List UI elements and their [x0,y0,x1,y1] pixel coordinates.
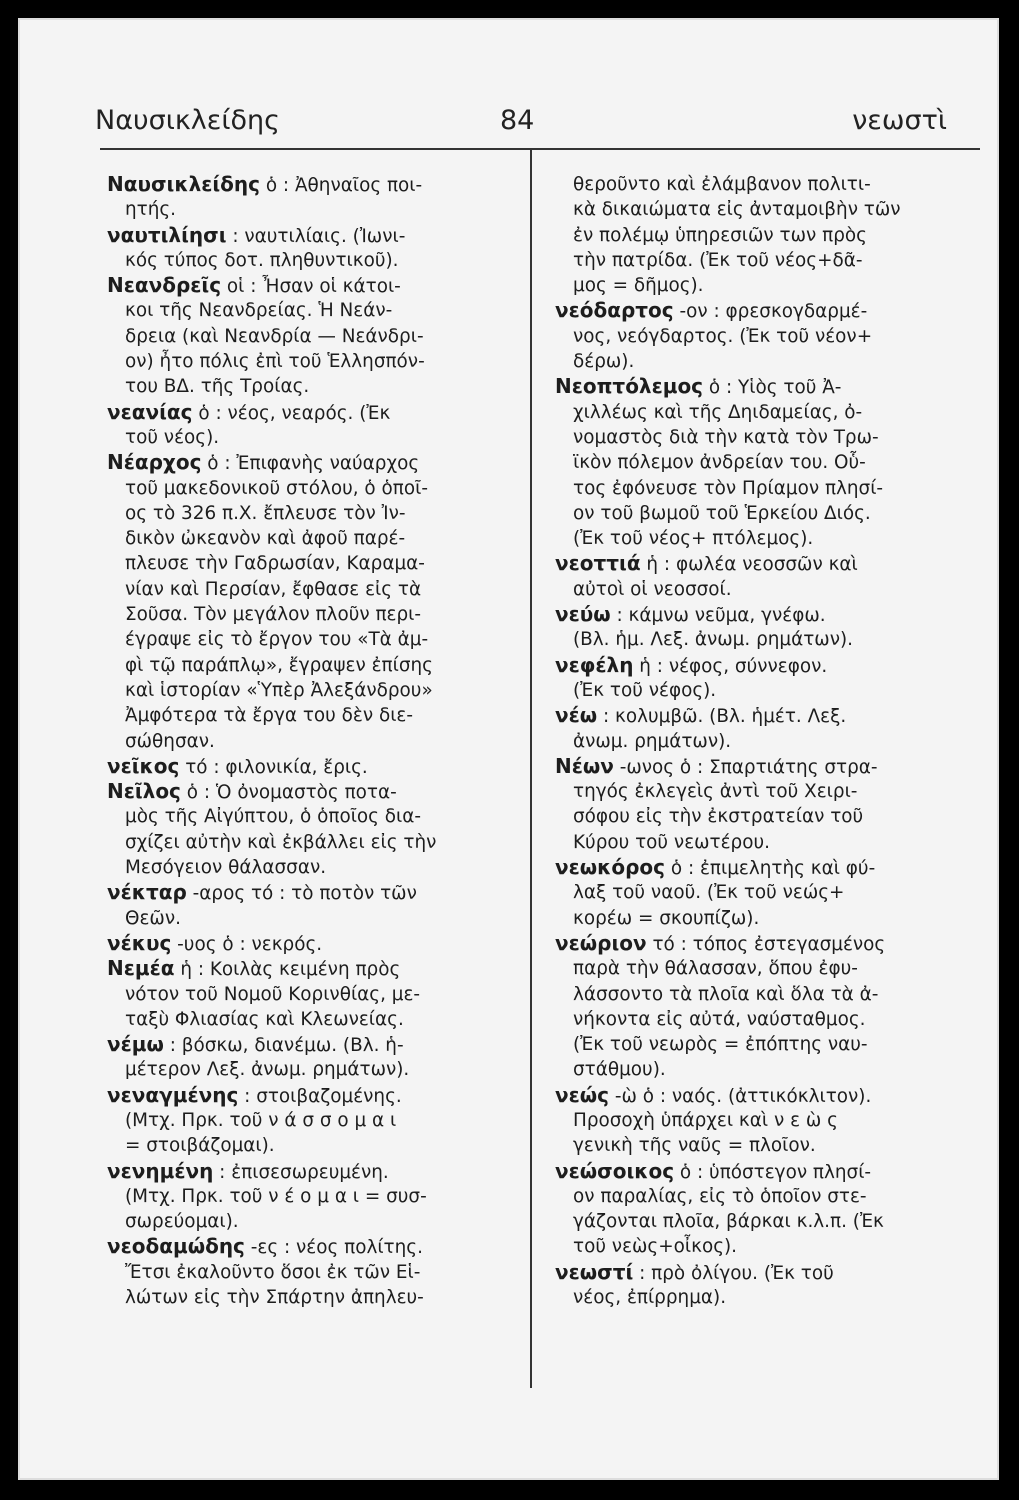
definition-text: χιλλέως καὶ τῆς Δηιδαμείας, ὀ- [573,401,863,423]
entry-line [107,855,525,880]
definition-text: (Ἐκ τοῦ νεωρὸς = ἐπόπτης ναυ- [573,1034,868,1056]
entry-line [555,223,973,248]
entry-line [555,1032,973,1057]
entry-line [107,754,525,779]
entry-line [555,931,973,956]
entry-line [555,653,973,678]
entry-line [107,172,525,197]
entry-line [107,1234,525,1259]
entry-line [107,450,525,475]
entry-line [555,855,973,880]
definition-text: τηγός ἐκλεγεὶς ἀντὶ τοῦ Χειρι- [573,781,858,803]
entry-line [107,678,525,703]
definition-text: ον τοῦ βωμοῦ τοῦ Ἑρκείου Διός. [573,502,871,524]
definition-text: κὰ δικαιώματα εἰς ἀνταμοιβὴν τῶν [573,199,901,221]
definition-text: -αρος τό : τὸ ποτὸν τῶν [186,883,417,905]
entry-line [555,1184,973,1209]
entry-line [555,1133,973,1158]
definition-text: Προσοχὴ ὑπάρχει καὶ ν ε ὼ ς [573,1109,838,1131]
definition-text: Ἀμφότερα τὰ ἔργα του δὲν διε- [125,705,414,727]
definition-text: δικὸν ὠκεανὸν καὶ ἀφοῦ παρέ- [125,528,406,550]
definition-text: νέος, ἐπίρρημα). [573,1287,727,1309]
entry-line [555,729,973,754]
definition-text: ἡ : νέφος, σύννεφον. [633,655,828,677]
left-column [107,172,525,1310]
headword: Νεανδρεῖς [107,273,222,298]
definition-text: Ἔτσι ἐκαλοῦντο ὅσοι ἐκ τῶν Εἱ- [125,1261,421,1283]
headword: νεωστί [555,1259,634,1284]
entry-line [555,754,973,779]
definition-text: στάθμου). [573,1059,666,1081]
column-divider [530,148,532,1388]
definition-text: (Βλ. ἡμ. Λεξ. ἀνωμ. ρημάτων). [573,629,853,651]
definition-text: θεροῦντο καὶ ἐλάμβανον πολιτι- [573,174,871,195]
definition-text: έγραψε εἰς τὸ ἔργον του «Τὰ ἀμ- [125,629,429,651]
definition-text: μέτερον Λεξ. ἀνωμ. ρημάτων). [125,1059,410,1081]
headword: νεοδαμώδης [107,1234,245,1259]
definition-text: οἱ : Ἦσαν οἱ κάτοι- [221,276,401,298]
definition-text: -υος ὁ : νεκρός. [171,933,323,955]
header-rule [100,148,980,150]
definition-text: ος τὸ 326 π.Χ. ἔπλευσε τὸν Ἰν- [125,502,406,524]
definition-text: νος, νεόγδαρτος. (Ἐκ τοῦ νέον+ [573,325,873,347]
definition-text: -ες : νέος πολίτης. [244,1237,423,1259]
definition-text: λώτων εἰς τὴν Σπάρτην ἀπηλευ- [125,1287,424,1309]
definition-text: τό : φιλονικία, ἔρις. [179,756,368,778]
entry-line [107,602,525,627]
entry-line [107,703,525,728]
entry-line [555,501,973,526]
entry-line [107,1133,525,1158]
headword: Νεοπτόλεμος [555,374,704,399]
definition-text: (Μτχ. Πρκ. τοῦ ν έ ο μ α ι = συσ- [125,1185,427,1207]
entry-line [107,273,525,298]
entry-line [555,1159,973,1184]
entry-line [107,1032,525,1057]
entry-line [555,374,973,399]
definition-text: λάσσοντο τὰ πλοῖα καὶ ὅλα τὰ ἀ- [573,983,879,1005]
entry-line [555,1234,973,1259]
entry-line [555,703,973,728]
entry-line [107,982,525,1007]
definition-text: γενικὴ τῆς ναῦς = πλοῖον. [573,1135,816,1157]
headword: νεανίας [107,399,193,424]
headword: Νέαρχος [107,450,202,475]
definition-text: (Ἐκ τοῦ νέος+ πτόλεμος). [573,528,814,550]
entry-line [107,1209,525,1234]
entry-line [555,349,973,374]
entry-line [107,1159,525,1184]
definition-text: κορέω = σκουπίζω). [573,907,760,929]
headword: νεώσοικος [555,1158,675,1183]
definition-text: αὐτοὶ οἱ νεοσσοί. [573,578,732,600]
entry-line [555,1209,973,1234]
headword: νέω [555,703,598,728]
definition-text: σχίζει αὐτὴν καὶ ἐκβάλλει εἰς τὴν [125,831,437,853]
definition-text: : ναυτιλίαις. (Ἰωνι- [226,225,406,247]
entry-line [107,956,525,981]
definition-text: ὁ : Υἱὸς τοῦ Ἀ- [703,377,842,399]
definition-text: ὁ : Ἐπιφανὴς ναύαρχος [201,453,420,475]
definition-text: φὶ τῷ παράπλῳ», ἔγραψεν ἐπίσης [125,654,433,676]
definition-text: τοῦ νέος). [125,426,220,448]
definition-text: ϊκὸν πόλεμον ἀνδρείαν του. Οὗ- [573,452,866,474]
definition-text: σόφου εἰς τὴν ἐκστρατείαν τοῦ [573,806,864,828]
definition-text: ητής. [125,199,177,221]
headword: νεώς [555,1082,609,1107]
entry-line [555,1285,973,1310]
running-head-right: νεωστὶ [852,105,947,136]
definition-text: ὁ : ὑπόστεγον πλησί- [674,1161,872,1183]
entry-line [555,906,973,931]
headword: νεύω [555,602,611,627]
entry-line [107,248,525,273]
entry-line [555,526,973,551]
headword: νεώριον [555,930,647,955]
entry-line [555,804,973,829]
headword: Ναυσικλείδης [107,172,260,196]
headword: νέμω [107,1032,164,1057]
definition-text: : στοιβαζομένης. [238,1085,402,1107]
entry-line [107,729,525,754]
definition-text: ἐν πολέμῳ ὑπηρεσιῶν των πρὸς [573,224,867,246]
definition-text: ἀνωμ. ρημάτων). [573,730,732,752]
definition-text: νότον τοῦ Νομοῦ Κορινθίας, με- [125,983,421,1005]
definition-text: ἡ : Κοιλὰς κειμένη πρὸς [174,959,401,981]
dictionary-page [18,18,999,1480]
definition-text: δρεια (καὶ Νεανδρία — Νεάνδρι- [125,325,424,347]
entry-line [555,577,973,602]
definition-text: νήκοντα εἰς αὐτά, ναύσταθμος. [573,1008,866,1030]
definition-text: σώθησαν. [125,730,215,752]
definition-text: γάζονται πλοῖα, βάρκαι κ.λ.π. (Ἐκ [573,1211,884,1233]
definition-text: δέρω). [573,351,635,373]
entry-line [555,172,973,197]
definition-text: ον) ἦτο πόλις ἐπὶ τοῦ Ἑλλησπόν- [125,351,425,373]
definition-text: παρὰ τὴν θάλασσαν, ὅπου ἐφυ- [573,958,858,980]
entry-line [555,880,973,905]
headword: νεφέλη [555,652,634,677]
definition-text: καὶ ἱστορίαν «Ὑπὲρ Ἀλεξάνδρου» [125,679,433,701]
definition-text: -ωνος ὁ : Σπαρτιάτης στρα- [613,756,878,778]
entry-line [555,956,973,981]
definition-text: μος = δῆμος). [573,275,704,297]
headword: νεοττιά [555,551,641,576]
definition-text: ὁ : Ἀθηναῖος ποι- [259,175,423,196]
entry-line [107,1285,525,1310]
entry-line [555,678,973,703]
entry-line [107,830,525,855]
entry-line [107,653,525,678]
entry-line [555,273,973,298]
definition-text: = στοιβάζομαι). [125,1135,275,1157]
entry-line [107,349,525,374]
headword: νέκταρ [107,880,187,905]
entry-line [555,830,973,855]
definition-text: λαξ τοῦ ναοῦ. (Ἐκ τοῦ νεώς+ [573,882,845,904]
definition-text: ον παραλίας, εἰς τὸ ὁποῖον στε- [573,1185,867,1207]
definition-text: κοι τῆς Νεανδρείας. Ἡ Νεάν- [125,300,393,322]
entry-line [555,982,973,1007]
definition-text: Μεσόγειον θάλασσαν. [125,857,327,879]
definition-text: νίαν καὶ Περσίαν, ἔφθασε εἰς τὰ [125,578,422,600]
entry-line [107,1057,525,1082]
entry-line [107,551,525,576]
entry-line [107,197,525,222]
definition-text: Θεῶν. [125,907,181,929]
definition-text: ὁ : Ὁ ὀνομαστὸς ποτα- [180,782,397,804]
entry-line [555,1007,973,1032]
definition-text: του ΒΔ. τῆς Τροίας. [125,376,310,398]
headword: νενημένη [107,1158,214,1183]
definition-text: κός τύπος δοτ. πληθυντικοῦ). [125,249,399,271]
entry-line [555,551,973,576]
headword: νέκυς [107,930,172,955]
entry-line [107,1007,525,1032]
entry-line [107,425,525,450]
definition-text: (Ἐκ τοῦ νέφος). [573,679,717,701]
definition-text: : κάμνω νεῦμα, γνέφω. [610,605,826,627]
entry-line [555,1083,973,1108]
entry-line [555,1108,973,1133]
definition-text: ὁ : ἐπιμελητὴς καὶ φύ- [665,858,876,880]
page-number: 84 [500,105,535,136]
entry-line [555,425,973,450]
entry-line [107,526,525,551]
definition-text: τὴν πατρίδα. (Ἐκ τοῦ νέος+δᾶ- [573,249,863,271]
definition-text: ταξὺ Φλιασίας καὶ Κλεωνείας. [125,1008,404,1030]
entry-line [107,400,525,425]
definition-text: νομαστὸς διὰ τὴν κατὰ τὸν Τρω- [573,426,879,448]
definition-text: ὁ : νέος, νεαρός. (Ἐκ [192,402,391,424]
entry-line [555,248,973,273]
definition-text: -ον : φρεσκογδαρμέ- [673,301,868,323]
definition-text: πλευσε τὴν Γαδρωσίαν, Καραμα- [125,553,425,575]
definition-text: τοῦ μακεδονικοῦ στόλου, ὁ ὁποῖ- [125,477,428,499]
entry-line [555,627,973,652]
entry-line [555,1260,973,1285]
definition-text: σωρεύομαι). [125,1211,239,1233]
definition-text: τοῦ νεὼς+οἶκος). [573,1236,738,1258]
definition-text: Κύρου τοῦ νεωτέρου. [573,831,770,853]
definition-text: ἡ : φωλέα νεοσσῶν καὶ [640,554,858,576]
definition-text: (Μτχ. Πρκ. τοῦ ν ά σ σ ο μ α ι [125,1109,397,1131]
running-head-left: Ναυσικλείδης [95,105,280,136]
headword: νεῖκος [107,753,180,778]
entry-line [107,1083,525,1108]
entry-line [107,374,525,399]
headword: Νεῖλος [107,779,181,804]
entry-line [555,779,973,804]
entry-line [107,577,525,602]
right-column [555,172,973,1310]
entry-line [107,880,525,905]
entry-line [107,324,525,349]
entry-line [555,1057,973,1082]
entry-line [107,476,525,501]
definition-text: : ἐπισεσωρευμένη. [213,1161,389,1183]
entry-line [107,298,525,323]
entry-line [107,1260,525,1285]
entry-line [555,324,973,349]
definition-text: : βόσκω, διανέμω. (Βλ. ἡ- [163,1035,404,1057]
entry-line [555,476,973,501]
headword: νεναγμένης [107,1082,239,1107]
entry-line [107,223,525,248]
headword: ναυτιλίησι [107,222,227,247]
entry-line [107,1184,525,1209]
entry-line [107,779,525,804]
headword: Νεμέα [107,956,175,981]
entry-line [107,627,525,652]
entry-line [555,400,973,425]
headword: νεωκόρος [555,855,665,880]
definition-text: τος ἐφόνευσε τὸν Πρίαμον πλησί- [573,477,884,499]
definition-text: Σοῦσα. Τὸν μεγάλον πλοῦν περι- [125,604,422,626]
headword: Νέων [555,753,614,778]
entry-line [107,906,525,931]
entry-line [107,501,525,526]
definition-text: τό : τόπος ἐστεγασμένος [646,933,886,955]
entry-line [555,197,973,222]
entry-line [555,450,973,475]
entry-line [107,804,525,829]
headword: νεόδαρτος [555,298,674,323]
entry-line [107,931,525,956]
definition-text: : πρὸ ὀλίγου. (Ἐκ τοῦ [633,1262,834,1284]
entry-line [555,298,973,323]
definition-text: : κολυμβῶ. (Βλ. ἡμέτ. Λεξ. [597,706,847,728]
definition-text: -ὼ ὁ : ναός. (ἀττικόκλιτον). [609,1085,872,1107]
definition-text: μὸς τῆς Αἰγύπτου, ὁ ὁποῖος δια- [125,806,422,828]
entry-line [555,602,973,627]
entry-line [107,1108,525,1133]
